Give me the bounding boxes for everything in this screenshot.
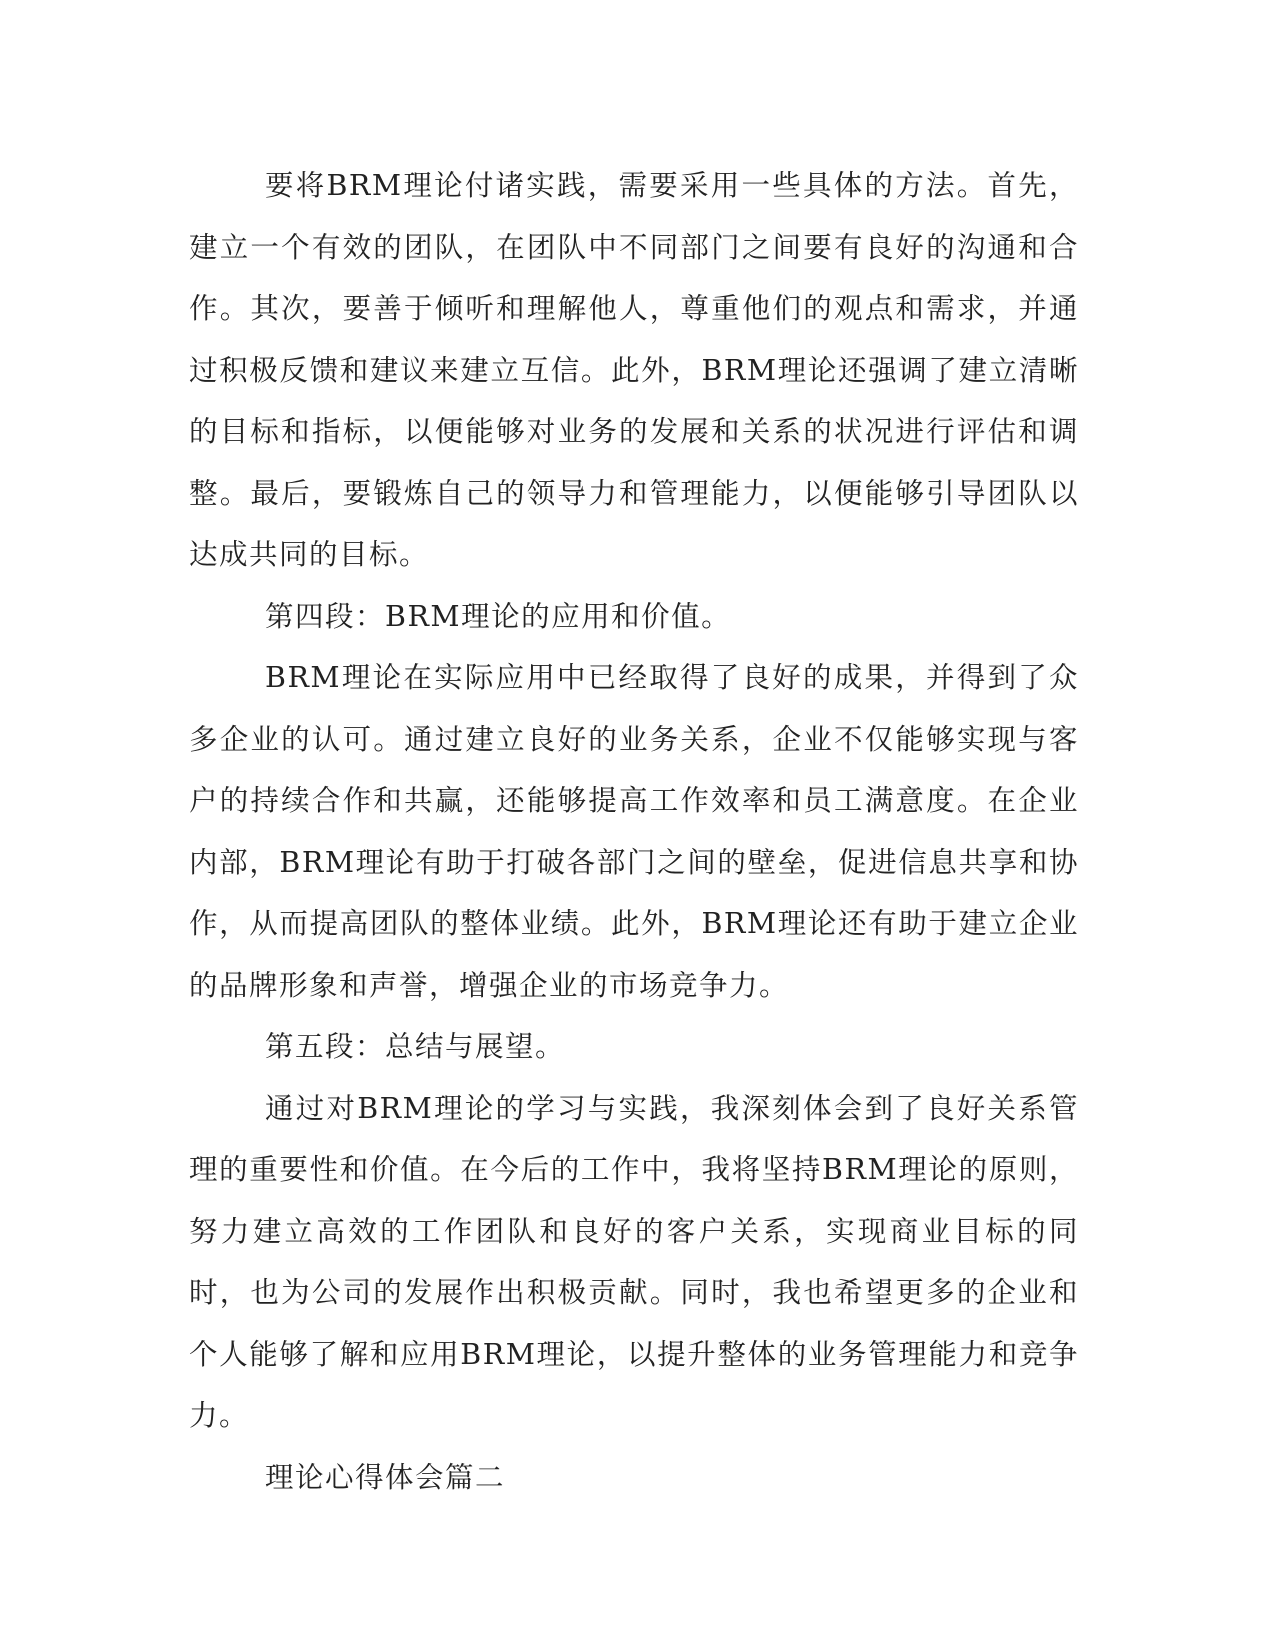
section-heading-fourth: 第四段：BRM理论的应用和价值。 bbox=[265, 599, 732, 633]
document-body bbox=[189, 155, 1079, 1508]
paragraph-brm-application-value: BRM理论在实际应用中已经取得了良好的成果，并得到了众多企业的认可。通过建立良好的业务关系，企业不仅能够实现与客户的持续合作和共赢，还能够提高工作效率和员工满意度。在企业内部，BRM理论有助于打破各部门之间的壁垒，促进信息共享和协作，从而提高团队的整体业绩。此外，BRM理论还有助于建立企业的品牌形象和声誉，增强企业的市场竞争力。 bbox=[189, 661, 1079, 1002]
section-heading-fifth: 第五段：总结与展望。 bbox=[265, 1030, 566, 1063]
paragraph-brm-practice-methods: 要将BRM理论付诸实践，需要采用一些具体的方法。首先，建立一个有效的团队，在团队中不同部门之间要有良好的沟通和合作。其次，要善于倾听和理解他人，尊重他们的观点和需求，并通过积极反馈和建议来建立互信。此外，BRM理论还强调了建立清晰的目标和指标，以便能够对业务的发展和关系的状况进行评估和调整。最后，要锻炼自己的领导力和管理能力，以便能够引导团队以达成共同的目标。 bbox=[189, 169, 1079, 571]
paragraph-summary-outlook: 通过对BRM理论的学习与实践，我深刻体会到了良好关系管理的重要性和价值。在今后的工作中，我将坚持BRM理论的原则，努力建立高效的工作团队和良好的客户关系，实现商业目标的同时，也为公司的发展作出积极贡献。同时，我也希望更多的企业和个人能够了解和应用BRM理论，以提升整体的业务管理能力和竞争力。 bbox=[189, 1091, 1079, 1432]
next-article-title: 理论心得体会篇二 bbox=[265, 1460, 506, 1494]
